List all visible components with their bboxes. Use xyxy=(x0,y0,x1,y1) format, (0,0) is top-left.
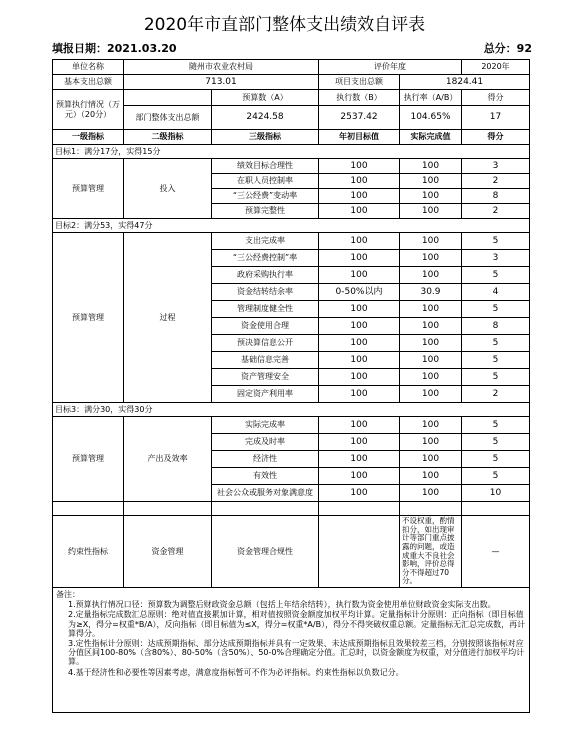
indicator-target: 100 xyxy=(319,233,400,250)
goal1-label: 目标1：满分17分，实得15分 xyxy=(53,145,530,159)
indicator-target: 100 xyxy=(319,189,400,204)
indicator-target: 100 xyxy=(319,204,400,219)
note-item: 4.基于经济性和必要性等因素考虑，满意度指标暂可不作为必评指标。约束性指标以负数记分。 xyxy=(68,667,404,677)
page-title: 2020年市直部门整体支出绩效自评表 xyxy=(143,15,426,35)
constraint-row xyxy=(53,516,530,588)
indicator-target: 100 xyxy=(319,335,400,352)
indicator-actual: 100 xyxy=(400,159,462,174)
indicator-score: 2 xyxy=(462,174,530,189)
indicator-target: 100 xyxy=(319,451,400,468)
constraint-level2: 资金管理 xyxy=(124,516,212,588)
indicator-target: 0-50%以内 xyxy=(319,284,400,301)
indicator-score: 5 xyxy=(462,267,530,284)
indicator-name: 完成及时率 xyxy=(212,434,319,451)
exec-rate-value: 104.65% xyxy=(400,106,462,130)
indicator-name: 支出完成率 xyxy=(212,233,319,250)
indicator-name: 预算完整性 xyxy=(212,204,319,219)
basic-total: 713.01 xyxy=(124,75,319,90)
indicator-score: 5 xyxy=(462,451,530,468)
indicator-name: 资产管理安全 xyxy=(212,369,319,386)
indicator-name: 实际完成率 xyxy=(212,417,319,434)
unit-name-label: 单位名称 xyxy=(53,60,124,75)
indicator-actual: 100 xyxy=(400,174,462,189)
project-total-label: 项目支出总额 xyxy=(319,75,400,90)
indicator-score: 8 xyxy=(462,318,530,335)
evaluation-table xyxy=(52,59,530,713)
header-actual: 实际完成值 xyxy=(400,130,462,145)
exec-value: 2537.42 xyxy=(319,106,400,130)
fill-date: 填报日期：2021.03.20 xyxy=(52,42,177,55)
notes-title: 备注： xyxy=(56,590,80,599)
indicator-target: 100 xyxy=(319,318,400,335)
constraint-level1: 约束性指标 xyxy=(53,516,124,588)
goal3-level2: 产出及效率 xyxy=(124,417,212,502)
unit-name: 随州市农业农村局 xyxy=(124,60,319,75)
indicator-score: 3 xyxy=(462,159,530,174)
indicator-score: 5 xyxy=(462,468,530,485)
goal1-level2: 投入 xyxy=(124,159,212,219)
indicator-target: 100 xyxy=(319,417,400,434)
indicator-name: 预决算信息公开 xyxy=(212,335,319,352)
indicator-name: 在职人员控制率 xyxy=(212,174,319,189)
indicator-actual: 100 xyxy=(400,485,462,502)
indicator-target: 100 xyxy=(319,468,400,485)
indicator-score: 5 xyxy=(462,369,530,386)
indicator-target: 100 xyxy=(319,301,400,318)
budget-value: 2424.58 xyxy=(212,106,319,130)
goal2-level2: 过程 xyxy=(124,233,212,403)
indicator-score: 5 xyxy=(462,352,530,369)
indicator-name: 管理制度健全性 xyxy=(212,301,319,318)
notes-section xyxy=(53,588,530,713)
indicator-target: 100 xyxy=(319,434,400,451)
indicator-actual: 100 xyxy=(400,267,462,284)
goal3-level1: 预算管理 xyxy=(53,417,124,502)
indicator-score: 5 xyxy=(462,301,530,318)
goal2-level1: 预算管理 xyxy=(53,233,124,403)
indicator-target: 100 xyxy=(319,267,400,284)
indicator-actual: 100 xyxy=(400,352,462,369)
score-label: 得分 xyxy=(462,90,530,106)
indicator-score: 2 xyxy=(462,204,530,219)
indicator-actual: 100 xyxy=(400,318,462,335)
indicator-actual: 100 xyxy=(400,386,462,403)
indicator-actual: 100 xyxy=(400,189,462,204)
indicator-actual: 30.9 xyxy=(400,284,462,301)
basic-total-label: 基本支出总额 xyxy=(53,75,124,90)
indicator-name: “三公经费控制”率 xyxy=(212,250,319,267)
indicator-name: 经济性 xyxy=(212,451,319,468)
indicator-target: 100 xyxy=(319,159,400,174)
table-row xyxy=(53,233,530,250)
budget-exec-label: 预算执行情况（万元）（20分） xyxy=(53,90,124,130)
note-item: 1.预算执行情况口径：预算数为调整后财政资金总额（包括上年结余结转），执行数为资金使用单位财政资金实际支出数。 xyxy=(68,600,496,610)
indicator-target: 100 xyxy=(319,174,400,189)
indicator-target: 100 xyxy=(319,386,400,403)
indicator-name: 资金结转结余率 xyxy=(212,284,319,301)
indicator-target: 100 xyxy=(319,250,400,267)
indicator-actual: 100 xyxy=(400,335,462,352)
exec-label: 执行数（B） xyxy=(319,90,400,106)
eval-year-label: 评价年度 xyxy=(319,60,462,75)
indicator-actual: 100 xyxy=(400,468,462,485)
note-item: 3.定性指标计分原则：达成预期指标、部分达成预期指标并具有一定效果、未达成预期指标且效果较差三档，分别按照该指标对应分值区间100-80%（含80%）、80-50%（含50%）、50-0%合理确定分值。汇总时，以资金额度为权重，对分值进行加权平均计算。 xyxy=(68,638,525,667)
indicator-score: 5 xyxy=(462,233,530,250)
indicator-score: 4 xyxy=(462,284,530,301)
project-total: 1824.41 xyxy=(400,75,530,90)
indicator-actual: 100 xyxy=(400,434,462,451)
indicator-target: 100 xyxy=(319,352,400,369)
indicator-score: 10 xyxy=(462,485,530,502)
indicator-actual: 100 xyxy=(400,451,462,468)
indicator-actual: 100 xyxy=(400,369,462,386)
indicator-name: 社会公众或服务对象满意度 xyxy=(212,485,319,502)
indicator-target: 100 xyxy=(319,485,400,502)
indicator-score: 2 xyxy=(462,386,530,403)
indicator-actual: 100 xyxy=(400,301,462,318)
indicator-score: 5 xyxy=(462,417,530,434)
indicator-score: 3 xyxy=(462,250,530,267)
table-row xyxy=(53,417,530,434)
dept-total-label: 部门整体支出总额 xyxy=(124,106,212,130)
header-level1: 一级指标 xyxy=(53,130,124,145)
indicator-score: 5 xyxy=(462,335,530,352)
eval-year: 2020年 xyxy=(462,60,530,75)
indicator-name: 绩效目标合理性 xyxy=(212,159,319,174)
header-target: 年初目标值 xyxy=(319,130,400,145)
indicator-name: 政府采购执行率 xyxy=(212,267,319,284)
indicator-name: 基础信息完善 xyxy=(212,352,319,369)
indicator-name: 固定资产利用率 xyxy=(212,386,319,403)
constraint-score: — xyxy=(462,516,530,588)
indicator-name: “三公经费”变动率 xyxy=(212,189,319,204)
indicator-name: 资金使用合理 xyxy=(212,318,319,335)
indicator-actual: 100 xyxy=(400,417,462,434)
indicator-actual: 100 xyxy=(400,250,462,267)
indicator-score: 5 xyxy=(462,434,530,451)
budget-score: 17 xyxy=(462,106,530,130)
indicator-actual: 100 xyxy=(400,233,462,250)
indicator-score: 8 xyxy=(462,189,530,204)
total-score: 总分：92 xyxy=(483,42,532,55)
indicator-name: 有效性 xyxy=(212,468,319,485)
constraint-level3: 资金管理合规性 xyxy=(212,516,319,588)
indicator-target: 100 xyxy=(319,369,400,386)
header-level3: 三级指标 xyxy=(212,130,319,145)
goal3-label: 目标3：满分30，实得30分 xyxy=(53,403,530,417)
indicator-actual: 100 xyxy=(400,204,462,219)
constraint-desc: 不设权重，酌情扣分，如出现审计等部门重点披露的问题，或造成重大不良社会影响，评价总得分不得超过70分。 xyxy=(400,516,462,588)
goal1-level1: 预算管理 xyxy=(53,159,124,219)
goal2-label: 目标2：满分53，实得47分 xyxy=(53,219,530,233)
table-row xyxy=(53,159,530,174)
note-item: 2.定量指标完成数汇总原则：绝对值直接累加计算，相对值按照资金额度加权平均计算。定量指标计分原则：正向指标（即目标值为≥X，得分=权重*B/A），反向指标（即目标值为≤X，得分=权重*A/B），得分不得突破权重总额。定量指标无汇总完成数，再计算得分。 xyxy=(68,610,526,638)
exec-rate-label: 执行率（A/B） xyxy=(400,90,462,106)
header-level2: 二级指标 xyxy=(124,130,212,145)
header-score: 得分 xyxy=(462,130,530,145)
budget-label: 预算数（A） xyxy=(212,90,319,106)
